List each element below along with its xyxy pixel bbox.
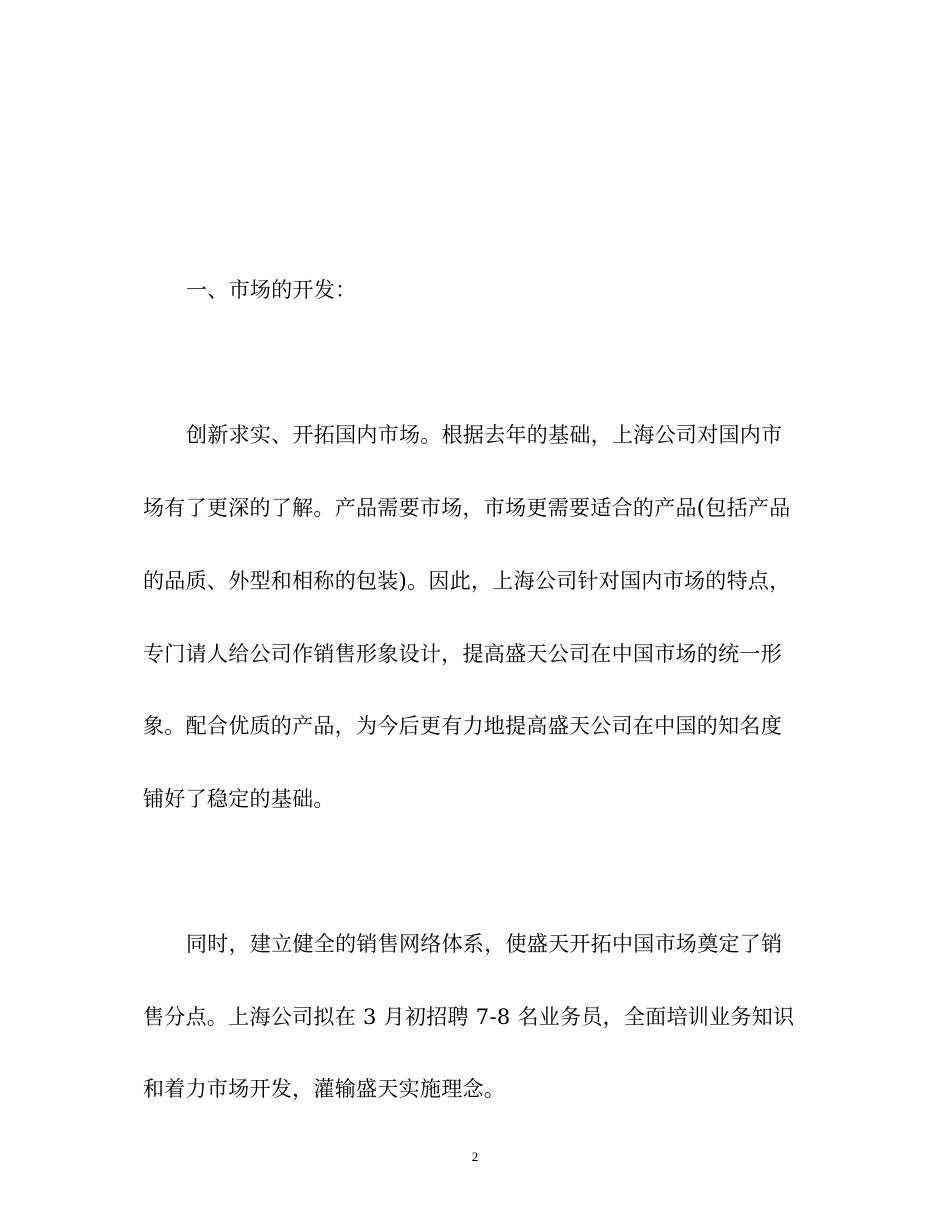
paragraph-1-line-2: 场有了更深的了解。产品需要市场，市场更需要适合的产品(包括产品	[143, 496, 791, 520]
paragraph-1-line-3: 的品质、外型和相称的包装)。因此，上海公司针对国内市场的特点，	[143, 569, 791, 593]
paragraph-2-line-1: 同时，建立健全的销售网络体系，使盛天开拓中国市场奠定了销	[186, 932, 783, 956]
section-heading: 一、市场的开发：	[186, 278, 357, 302]
paragraph-2-line-2: 售分点。上海公司拟在 3 月初招聘 7-8 名业务员，全面培训业务知识	[143, 1005, 795, 1029]
paragraph-1-line-1: 创新求实、开拓国内市场。根据去年的基础，上海公司对国内市	[186, 423, 783, 447]
paragraph-1-line-5: 象。配合优质的产品，为今后更有力地提高盛天公司在中国的知名度	[143, 714, 782, 738]
page-number: 2	[471, 1149, 479, 1164]
paragraph-1-line-6: 铺好了稳定的基础。	[143, 787, 335, 811]
paragraph-1-line-4: 专门请人给公司作销售形象设计，提高盛天公司在中国市场的统一形	[143, 642, 782, 666]
paragraph-2-line-3: 和着力市场开发，灌输盛天实施理念。	[143, 1077, 506, 1101]
